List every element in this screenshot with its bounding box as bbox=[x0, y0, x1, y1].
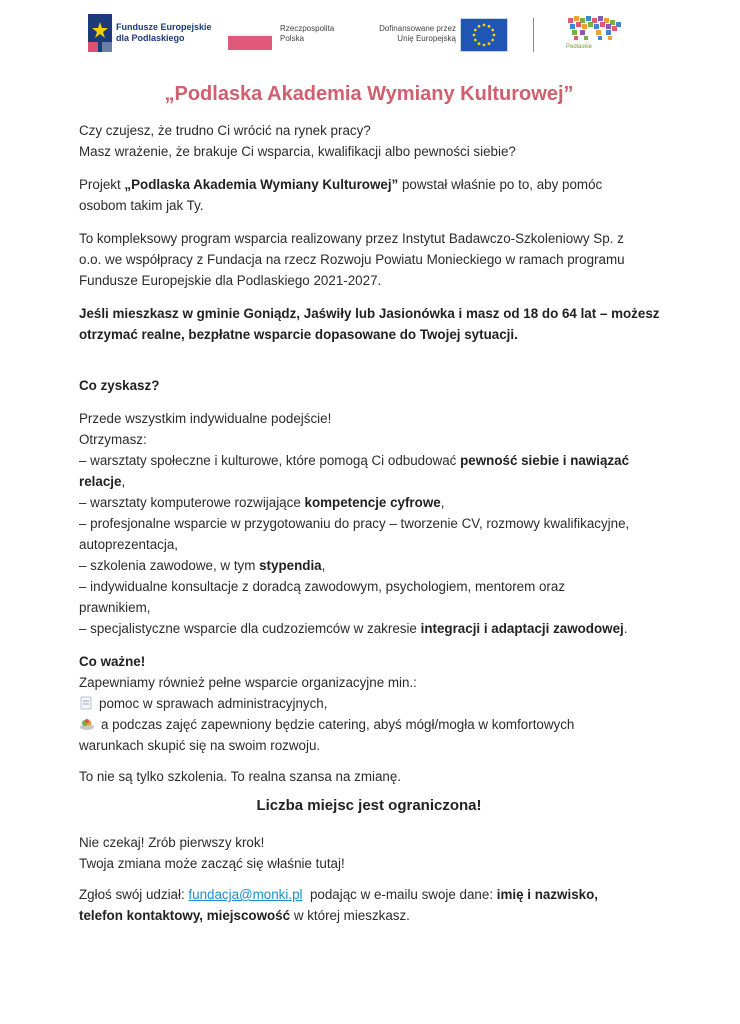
important-heading-text: Co ważne! bbox=[79, 654, 146, 669]
gains-lead-2: Otrzymasz: bbox=[79, 432, 147, 447]
rp-line2: Polska bbox=[280, 34, 305, 43]
gain-item-3: – profesjonalne wsparcie w przygotowaniu do pracy – tworzenie CV, rozmowy kwalifikacyjne, bbox=[79, 516, 630, 531]
fe-text bbox=[116, 22, 212, 44]
eligibility-text-2: otrzymać realne, bezpłatne wsparcie dopasowane do Twojej sytuacji. bbox=[79, 327, 518, 342]
gain-item-4-post: , bbox=[321, 558, 326, 573]
gain-item-6 bbox=[79, 619, 628, 639]
eligibility-line-1 bbox=[79, 304, 659, 324]
gain-item-2-text: – warsztaty komputerowe rozwijające bbox=[79, 495, 305, 510]
important-item-1-text: pomoc w sprawach administracyjnych, bbox=[99, 696, 328, 711]
gain-item-2-post: , bbox=[440, 495, 445, 510]
apply-line-2 bbox=[79, 906, 410, 926]
fe-line1: Fundusze Europejskie bbox=[116, 22, 212, 32]
ue-line2: Unię Europejską bbox=[397, 34, 456, 43]
important-heading bbox=[79, 652, 145, 672]
rp-text bbox=[280, 24, 334, 44]
gain-item-2-bold: kompetencje cyfrowe bbox=[304, 495, 441, 510]
intro-question-1: Czy czujesz, że trudno Ci wrócić na rynek pracy? bbox=[79, 123, 371, 138]
project-line-2: osobom takim jak Ty. bbox=[79, 198, 204, 213]
important-item-2-cont: warunkach skupić się na swoim rozwoju. bbox=[79, 738, 321, 753]
limited-places-heading bbox=[79, 796, 659, 816]
intro-question-2: Masz wrażenie, że brakuje Ci wsparcia, kwalifikacji albo pewności siebie? bbox=[79, 144, 516, 159]
important-lead: Zapewniamy również pełne wsparcie organizacyjne min.: bbox=[79, 675, 417, 690]
gain-item-4 bbox=[79, 556, 325, 576]
logo-bar bbox=[0, 12, 740, 54]
podlaskie-label: Podlaskie bbox=[566, 44, 593, 50]
gain-item-5-cont: prawnikiem, bbox=[79, 600, 151, 615]
gain-item-2 bbox=[79, 493, 444, 513]
apply-bold-2: telefon kontaktowy, miejscowość bbox=[79, 908, 291, 923]
apply-post: w której mieszkasz. bbox=[290, 908, 410, 923]
gain-item-1 bbox=[79, 451, 629, 471]
eu-flag-icon bbox=[460, 18, 508, 52]
gain-item-6-text: – specjalistyczne wsparcie dla cudzoziemców w zakresie bbox=[79, 621, 421, 636]
logo-fundusze-europejskie bbox=[88, 12, 218, 54]
gains-heading bbox=[79, 376, 159, 396]
program-line-1: To kompleksowy program wsparcia realizowany przez Instytut Badawczo-Szkoleniowy Sp. z bbox=[79, 231, 624, 246]
gain-item-1-bold: pewność siebie i nawiązać bbox=[460, 453, 630, 468]
gain-item-6-post: . bbox=[623, 621, 628, 636]
gain-item-4-bold: stypendia bbox=[259, 558, 322, 573]
gain-item-6-bold: integracji i adaptacji zawodowej bbox=[420, 621, 624, 636]
project-line-1 bbox=[79, 175, 602, 195]
email-link[interactable]: fundacja@monki.pl bbox=[188, 887, 303, 902]
rp-line1: Rzeczpospolita bbox=[280, 24, 335, 33]
bison-mosaic-icon bbox=[560, 12, 634, 44]
logo-rzeczpospolita bbox=[228, 12, 338, 54]
eligibility-text-1: Jeśli mieszkasz w gminie Goniądz, Jaświły lub Jasionówka i masz od 18 do 64 lat – możesz bbox=[79, 306, 660, 321]
ue-text bbox=[360, 24, 456, 44]
gain-item-1-cont bbox=[79, 472, 125, 492]
important-item-1 bbox=[79, 694, 327, 714]
gains-heading-text: Co zyskasz? bbox=[79, 378, 160, 393]
fe-line2: dla Podlaskiego bbox=[116, 33, 185, 43]
ue-line1: Dofinansowane przez bbox=[379, 24, 456, 33]
apply-mid: podając w e-mailu swoje dane: bbox=[302, 887, 497, 902]
food-plate-icon bbox=[79, 717, 95, 731]
logo-podlaskie bbox=[560, 12, 634, 54]
eligibility-line-2 bbox=[79, 325, 518, 345]
gain-item-5: – indywidualne konsultacje z doradcą zawodowym, psychologiem, mentorem oraz bbox=[79, 579, 566, 594]
gain-item-1-cont-bold: relacje bbox=[79, 474, 122, 489]
project-name: „Podlaska Akademia Wymiany Kulturowej” bbox=[124, 177, 399, 192]
important-item-2-text: a podczas zajęć zapewniony będzie catering, abyś mógł/mogła w komfortowych bbox=[101, 717, 575, 732]
gain-item-1-cont-text: , bbox=[121, 474, 126, 489]
cta-line-2: Twoja zmiana może zacząć się właśnie tutaj! bbox=[79, 856, 345, 871]
logo-unia-europejska bbox=[360, 12, 508, 54]
limited-places-text: Liczba miejsc jest ograniczona! bbox=[256, 797, 482, 814]
polish-flag-icon bbox=[228, 34, 272, 50]
program-line-3: Fundusze Europejskie dla Podlaskiego 2021-2027. bbox=[79, 273, 382, 288]
project-post: powstał właśnie po to, aby pomóc bbox=[398, 177, 603, 192]
chance-line: To nie są tylko szkolenia. To realna szansa na zmianę. bbox=[79, 769, 402, 784]
fe-star-icon bbox=[88, 14, 112, 52]
document-icon bbox=[79, 696, 93, 710]
gain-item-4-text: – szkolenia zawodowe, w tym bbox=[79, 558, 260, 573]
cta-line-1: Nie czekaj! Zrób pierwszy krok! bbox=[79, 835, 265, 850]
gain-item-3-cont: autoprezentacja, bbox=[79, 537, 179, 552]
gain-item-1-text: – warsztaty społeczne i kulturowe, które pomogą Ci odbudować bbox=[79, 453, 461, 468]
page-title: „Podlaska Akademia Wymiany Kulturowej” bbox=[164, 83, 574, 105]
project-pre: Projekt bbox=[79, 177, 125, 192]
apply-pre: Zgłoś swój udział: bbox=[79, 887, 189, 902]
logo-separator bbox=[533, 18, 534, 52]
program-line-2: o.o. we współpracy z Fundacja na rzecz Rozwoju Powiatu Monieckiego w ramach programu bbox=[79, 252, 625, 267]
important-item-2 bbox=[79, 715, 574, 735]
gains-lead-1: Przede wszystkim indywidualne podejście! bbox=[79, 411, 332, 426]
apply-line-1 bbox=[79, 885, 598, 905]
eu-stars-icon bbox=[461, 19, 507, 51]
apply-bold-1: imię i nazwisko, bbox=[496, 887, 598, 902]
